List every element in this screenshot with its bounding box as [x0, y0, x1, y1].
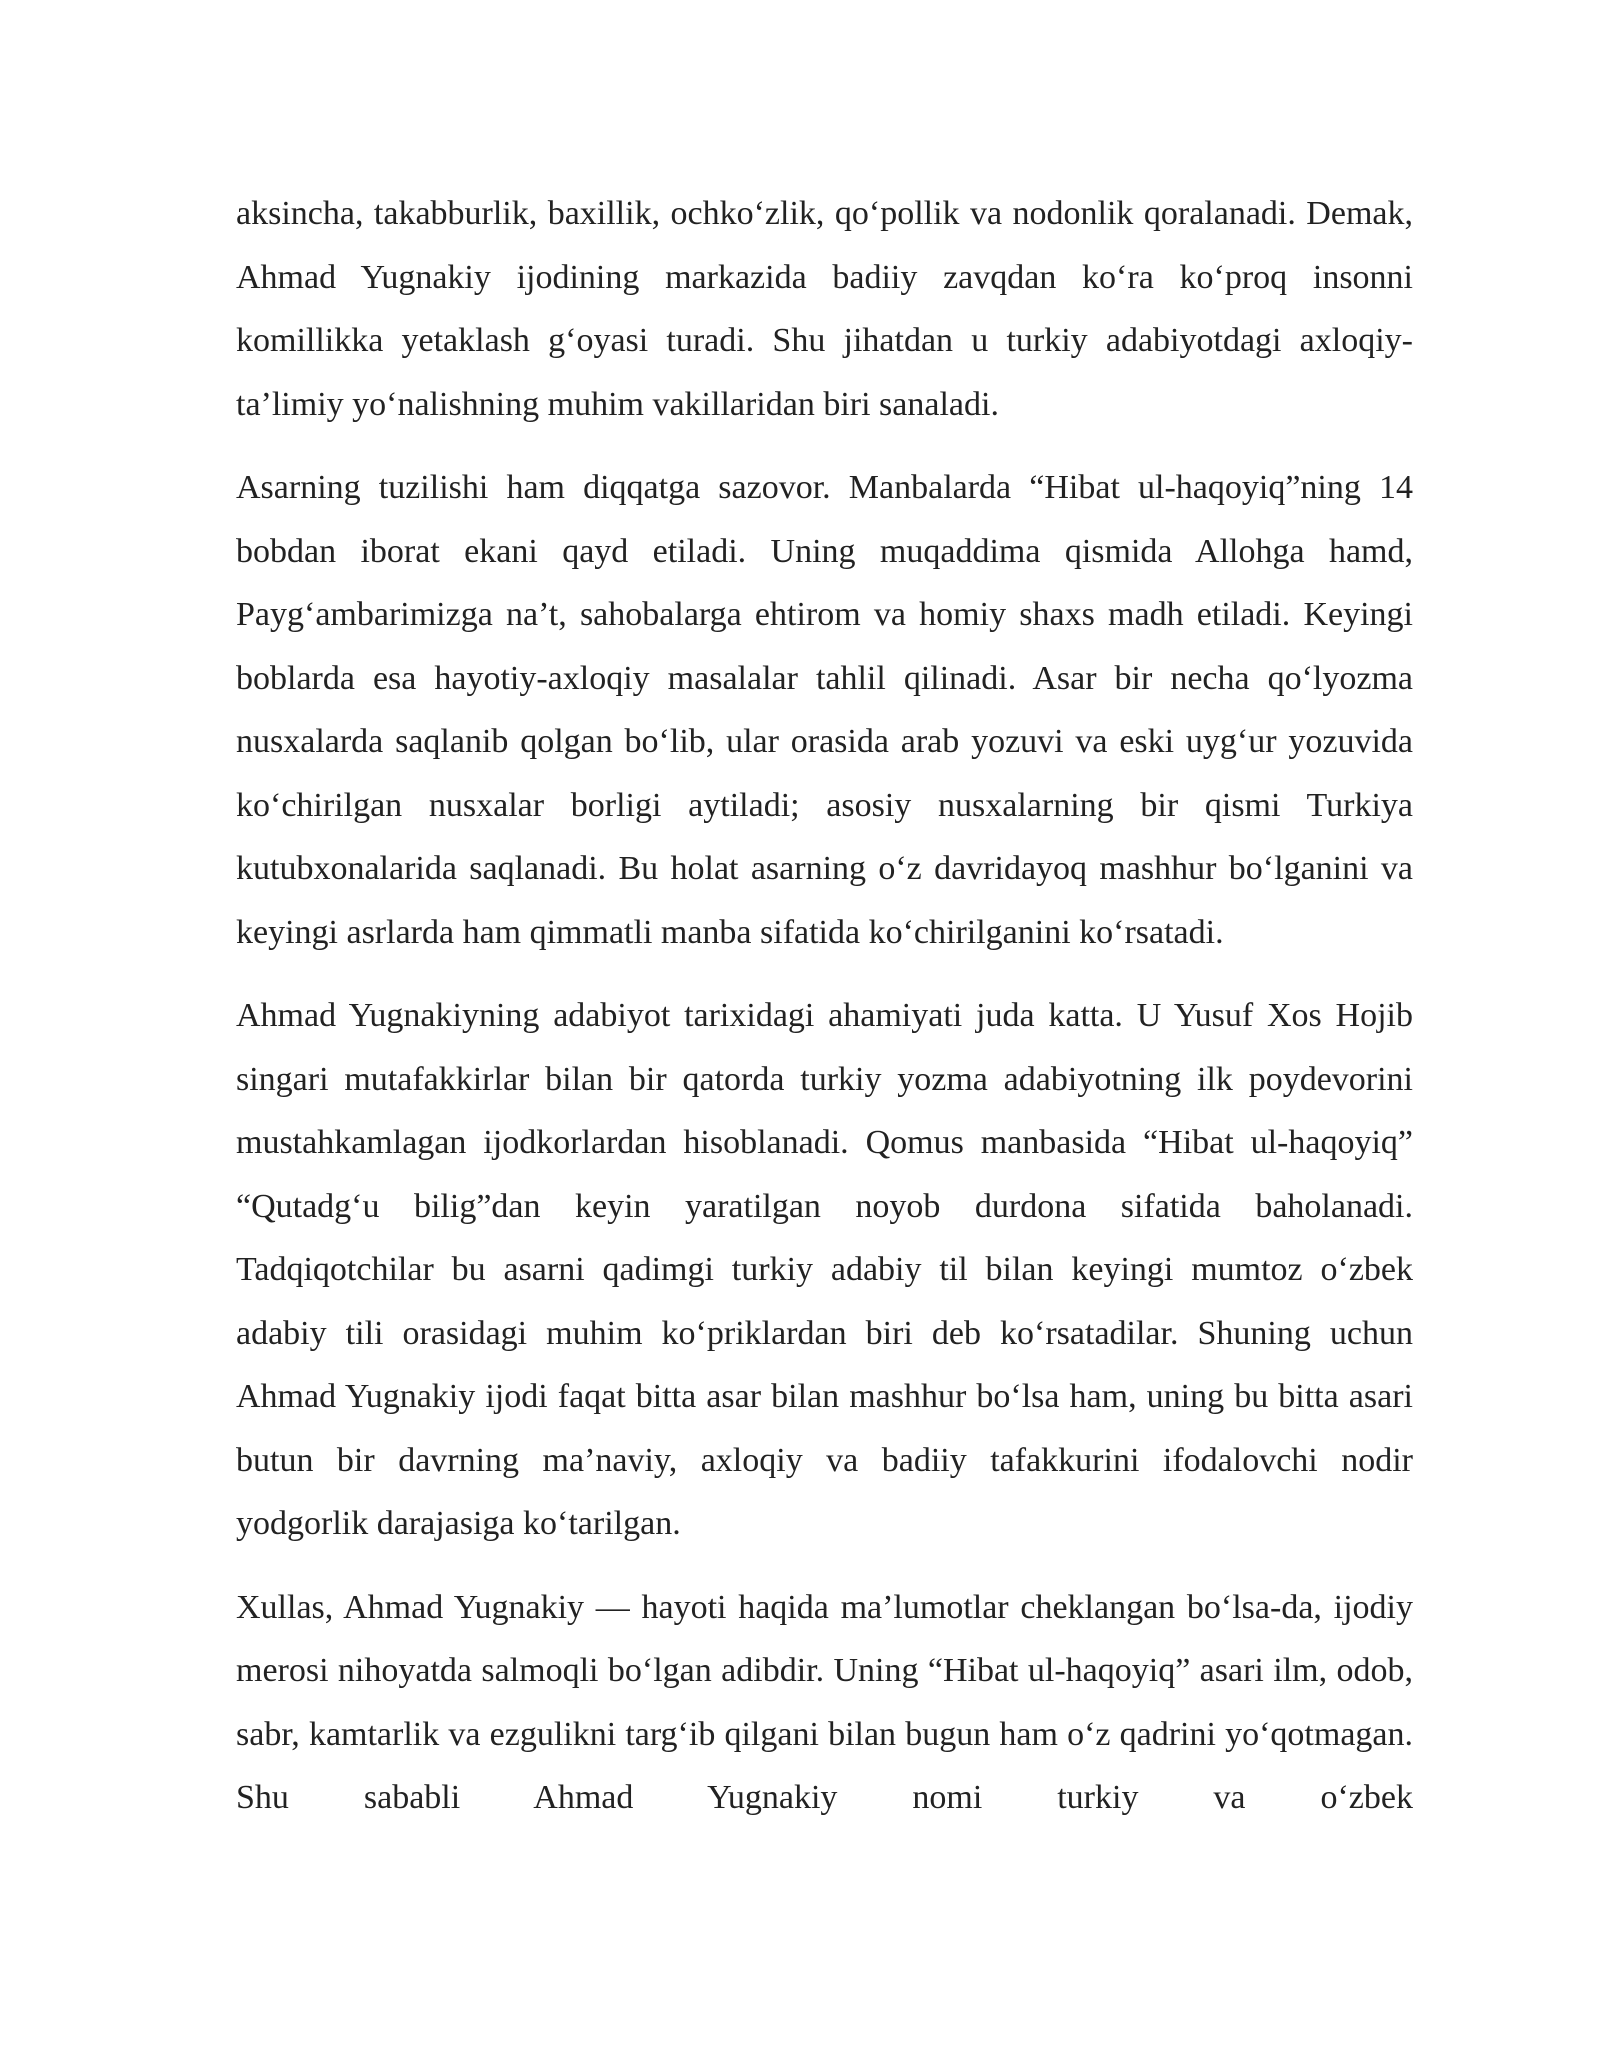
- paragraph-3: Ahmad Yugnakiyning adabiyot tarixidagi ahamiyati juda katta. U Yusuf Xos Hojib singari mutafakkirlar bilan bir qatorda turkiy yozma adabiyotning ilk poydevorini mustahkamlagan ijodkorlardan hisoblanadi. Qomus manbasida “Hibat ul-haqoyiq” “Qutadg‘u bilig”dan keyin yaratilgan noyob durdona sifatida baholanadi. Tadqiqotchilar bu asarni qadimgi turkiy adabiy til bilan keyingi mumtoz o‘zbek adabiy tili orasidagi muhim ko‘priklardan biri deb ko‘rsatadilar. Shuning uchun Ahmad Yugnakiy ijodi faqat bitta asar bilan mashhur bo‘lsa ham, uning bu bitta asari butun bir davrning ma’naviy, axloqiy va badiiy tafakkurini ifodalovchi nodir yodgorlik darajasiga ko‘tarilgan.: [236, 997, 1413, 1542]
- paragraph-4: Xullas, Ahmad Yugnakiy — hayoti haqida ma’lumotlar cheklangan bo‘lsa-da, ijodiy merosi nihoyatda salmoqli bo‘lgan adibdir. Uning “Hibat ul-haqoyiq” asari ilm, odob, sabr, kamtarlik va ezgulikni targ‘ib qilgani bilan bugun ham o‘z qadrini yo‘qotmagan. Shu sababli Ahmad Yugnakiy nomi turkiy va o‘zbek: [236, 1588, 1413, 1816]
- paragraph-2: Asarning tuzilishi ham diqqatga sazovor. Manbalarda “Hibat ul-haqoyiq”ning 14 bobdan iborat ekani qayd etiladi. Uning muqaddima qismida Allohga hamd, Payg‘ambarimizga na’t, sahobalarga ehtirom va homiy shaxs madh etiladi. Keyingi boblarda esa hayotiy-axloqiy masalalar tahlil qilinadi. Asar bir necha qo‘lyozma nusxalarda saqlanib qolgan bo‘lib, ular orasida arab yozuvi va eski uyg‘ur yozuvida ko‘chirilgan nusxalar borligi aytiladi; asosiy nusxalarning bir qismi Turkiya kutubxonalarida saqlanadi. Bu holat asarning o‘z davridayoq mashhur bo‘lganini va keyingi asrlarda ham qimmatli manba sifatida ko‘chirilganini ko‘rsatadi.: [236, 469, 1413, 951]
- document-body: [236, 182, 1413, 1830]
- paragraph-1: aksincha, takabburlik, baxillik, ochko‘zlik, qo‘pollik va nodonlik qoralanadi. Demak, Ahmad Yugnakiy ijodining markazida badiiy zavqdan ko‘ra ko‘proq insonni komillikka yetaklash g‘oyasi turadi. Shu jihatdan u turkiy adabiyotdagi axloqiy-ta’limiy yo‘nalishning muhim vakillaridan biri sanaladi.: [236, 195, 1413, 423]
